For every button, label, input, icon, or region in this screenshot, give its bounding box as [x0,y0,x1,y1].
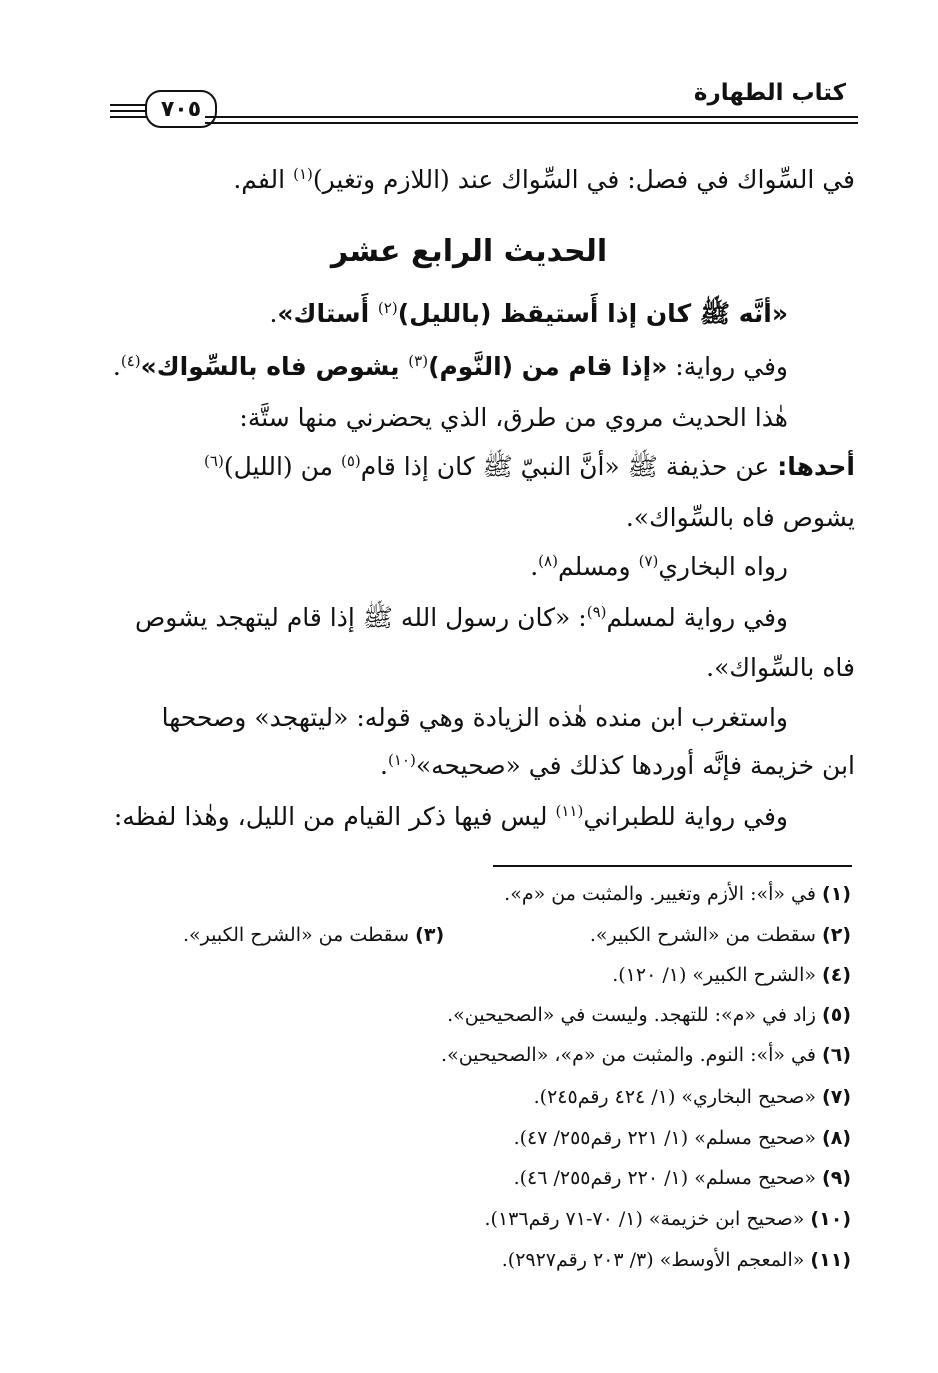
page-number: ٧٠٥ [145,90,217,128]
body-line: فاه بالسِّواك». [706,653,855,682]
footnote: (١) في «أ»: الأزم وتغيير. والمثبت من «م». [504,883,851,905]
hadith-text: «أنَّه ﷺ كان إذا أَستيقظ (بالليل)$^{(٢)}$ أَستاك». [269,299,788,328]
footnote: (٤) «الشرح الكبير» (١/ ١٢٠). [612,964,851,986]
footnote: (٨) «صحيح مسلم» (١/ ٢٢١ رقم٢٥٥/ ٤٧). [513,1127,851,1149]
footnote: (٩) «صحيح مسلم» (١/ ٢٢٠ رقم٢٥٥/ ٤٦). [513,1167,851,1189]
body-line: يشوص فاه بالسِّواك». [625,503,855,532]
footnote: (١٠) «صحيح ابن خزيمة» (١/ ٧٠-٧١ رقم١٣٦). [484,1208,851,1230]
header-rule [205,122,858,124]
body-line: في السِّواك في فصل: في السِّواك عند (اللازم وتغير)$^{(١)}$ الفم. [233,165,855,194]
footnote: (٦) في «أ»: النوم. والمثبت من «م»، «الصحيحين». [441,1044,851,1066]
header-ornament-line [110,104,146,106]
body-line: وفي رواية لمسلم$^{(٩)}$: «كان رسول الله ﷺ إذا قام ليتهجد يشوص [135,603,788,632]
body-line: أحدها: عن حذيفة ﷺ «أنَّ النبيّ ﷺ كان إذا قام$^{(٥)}$ من (الليل)$^{(٦)}$ [204,452,855,481]
running-header-title: كتاب الطهارة [693,80,846,106]
body-line: وفي رواية: «إذا قام من (النَّوم)$^{(٣)}$ يشوص فاه بالسِّواك»$^{(٤)}$. [112,352,788,381]
section-heading: الحديث الرابع عشر [330,234,608,269]
body-line: رواه البخاري$^{(٧)}$ ومسلم$^{(٨)}$. [530,552,788,581]
body-line: هٰذا الحديث مروي من طرق، الذي يحضرني منها ستَّة: [239,403,788,432]
footnote: (٣) سقطت من «الشرح الكبير». [183,924,445,946]
header-rule [205,116,858,118]
body-line: واستغرب ابن منده هٰذه الزيادة وهي قوله: «ليتهجد» وصححها [161,703,788,732]
footnote: (٢) سقطت من «الشرح الكبير». [589,924,851,946]
footnote: (٧) «صحيح البخاري» (١/ ٤٢٤ رقم٢٤٥). [533,1086,851,1108]
footnote: (٥) زاد في «م»: للتهجد. وليست في «الصحيحين». [447,1004,851,1026]
header-ornament-line [110,110,146,112]
body-line: ابن خزيمة فإنَّه أوردها كذلك في «صحيحه»$^{(١٠)}$. [380,751,855,780]
header-ornament-line [110,116,146,118]
footnote: (١١) «المعجم الأوسط» (٣/ ٢٠٣ رقم٢٩٢٧). [501,1249,851,1271]
body-line: وفي رواية للطبراني$^{(١١)}$ ليس فيها ذكر القيام من الليل، وهٰذا لفظه: [113,802,788,831]
footnote-separator [493,865,852,867]
